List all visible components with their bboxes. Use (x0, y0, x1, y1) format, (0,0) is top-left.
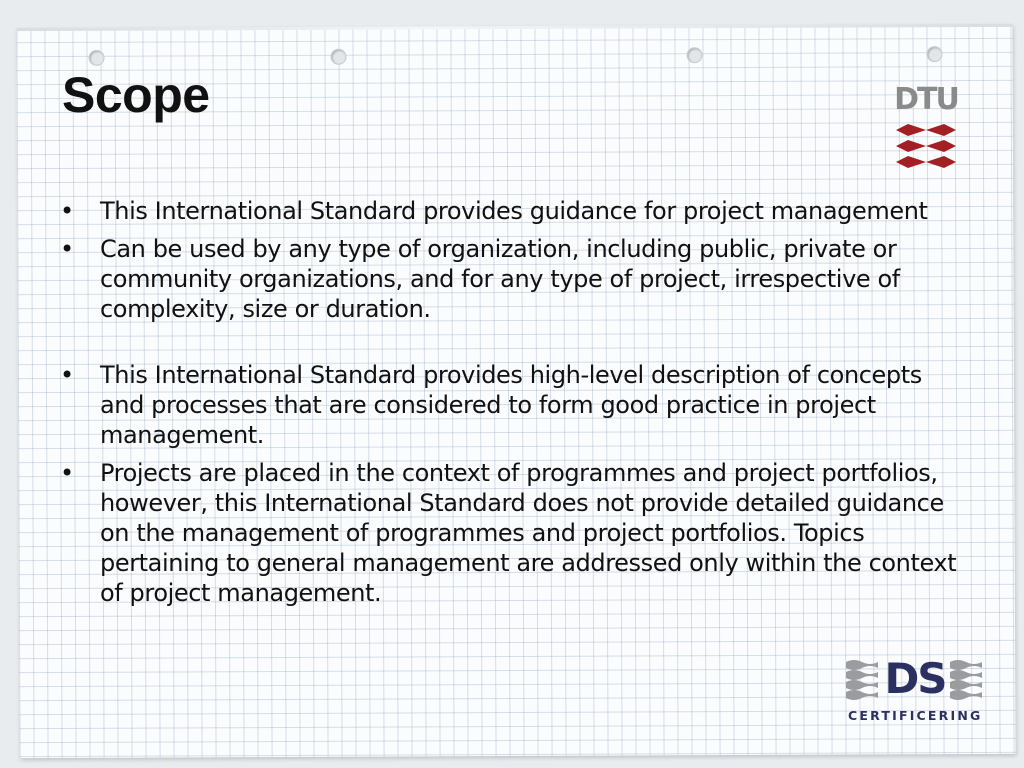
bullet-text: Projects are placed in the context of programmes and project portfolios, however, this International Standard does not provide detailed guidance on the management of programmes and project portfolios. Topics pertaining to general management are addressed only within the context of project management. (100, 459, 957, 607)
bullet-text: Can be used by any type of organization, including public, private or community organizations, and for any type of project, irrespective of complexity, size or duration. (100, 235, 900, 323)
punch-hole (89, 50, 105, 66)
dtu-mark-icon (894, 124, 958, 174)
bullet-dot: • (60, 197, 74, 225)
bullet-item (58, 234, 968, 324)
bullet-text: This International Standard provides guidance for project management (100, 197, 928, 225)
punch-hole (331, 49, 347, 65)
punch-hole (687, 47, 703, 63)
punch-hole (926, 46, 942, 62)
bullet-dot: • (60, 361, 74, 389)
punch-holes (16, 24, 1012, 68)
dtu-logo (894, 84, 958, 176)
ds-logo-subtitle: CERTIFICERING (848, 708, 983, 723)
wave-icon (950, 660, 982, 700)
slide-title: Scope (62, 67, 210, 123)
bullet-dot: • (60, 459, 74, 487)
bullet-item (58, 458, 968, 608)
wave-icon (846, 660, 878, 700)
ds-logo-letters: DS (884, 654, 946, 703)
bullet-text: This International Standard provides high-level description of concepts and processes that are considered to form good practice in project management. (100, 361, 922, 449)
bullet-item (58, 360, 968, 450)
slide-content (58, 196, 968, 616)
bullet-dot: • (60, 235, 74, 263)
bullet-item (58, 196, 968, 226)
ds-certificering-logo (846, 656, 984, 726)
dtu-logo-text: DTU (894, 82, 958, 117)
